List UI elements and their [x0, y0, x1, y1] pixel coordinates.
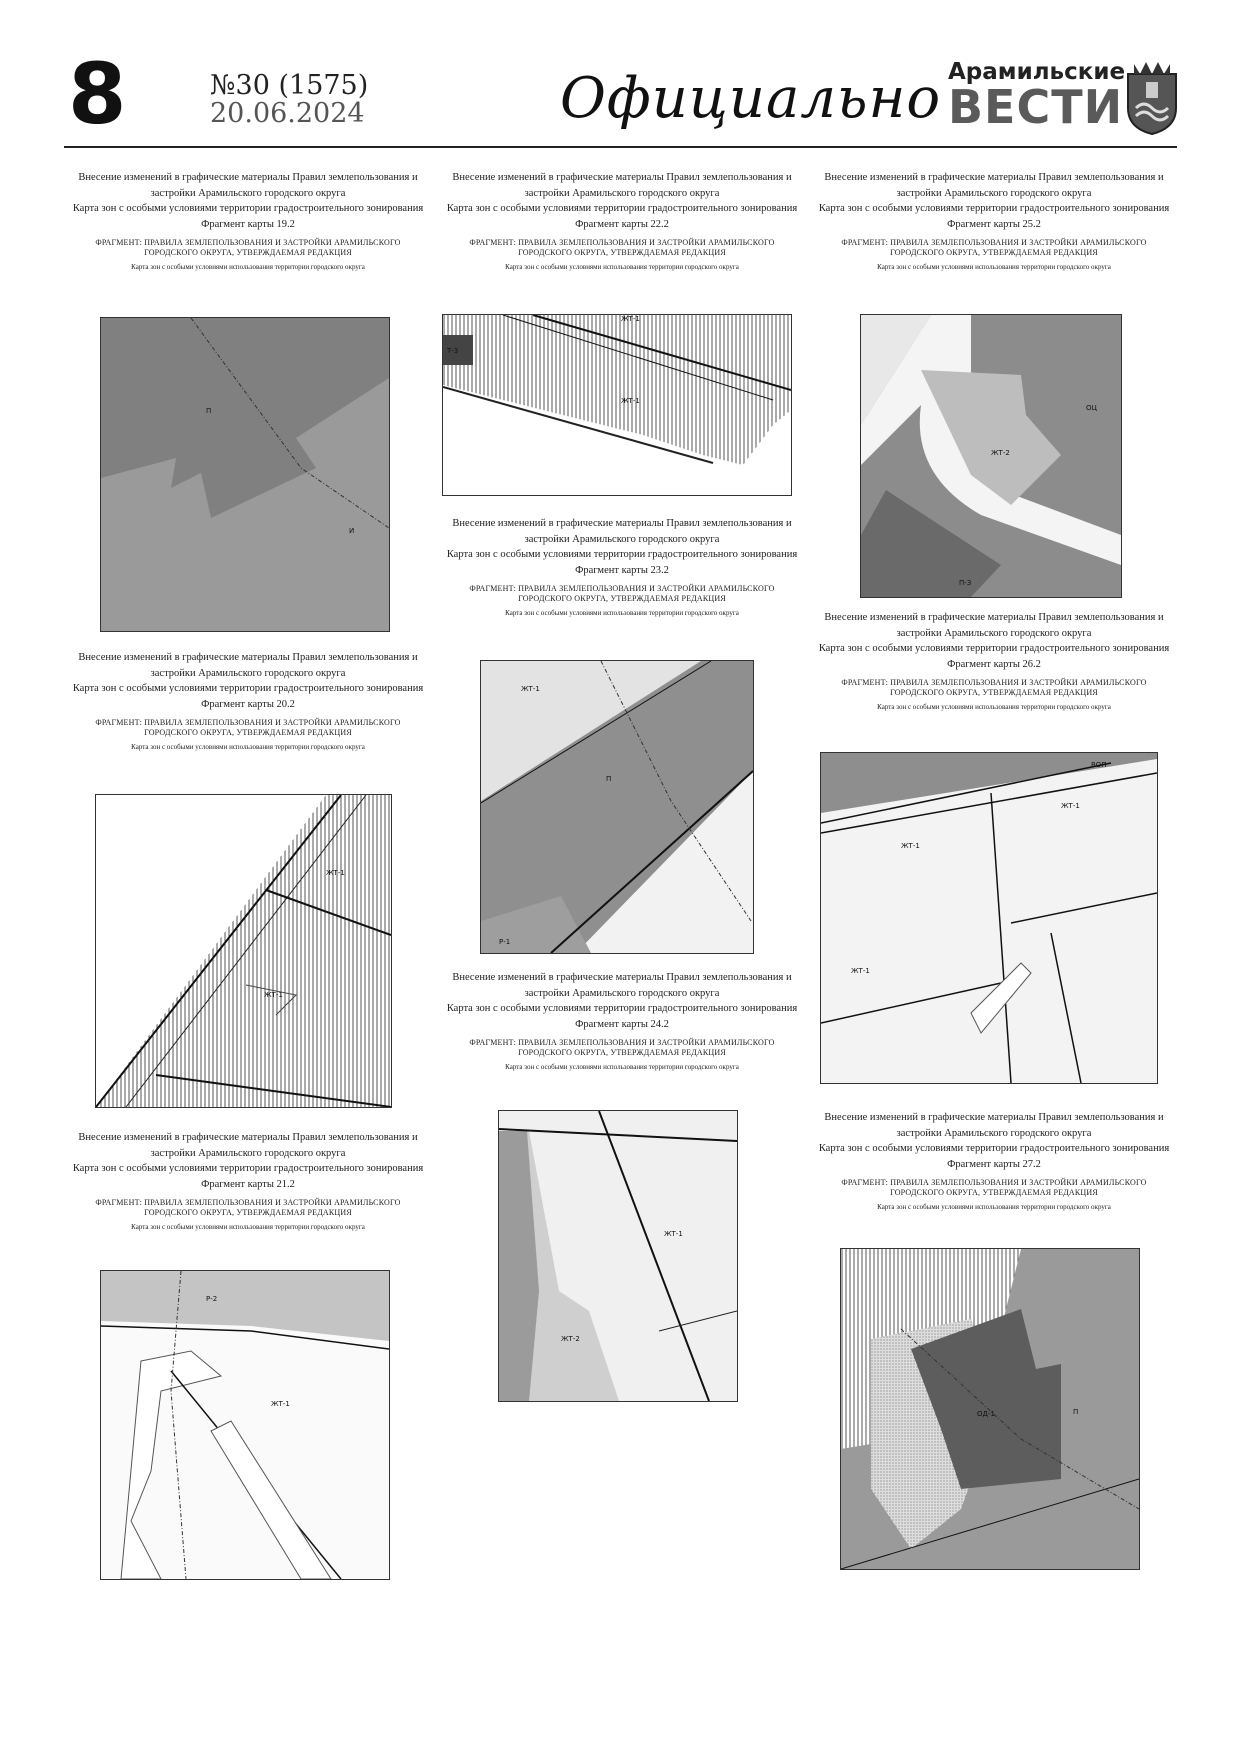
- section-title: Официально: [560, 66, 942, 131]
- issue-info: [210, 72, 368, 128]
- caption-19-2: Внесение изменений в графические материалы Правил землепользования и застройки Арамильского городского округа Карта зон с особыми условиями территории градостроительного зонирования Фрагмент карты 19.2 ФРАГМЕНТ: ПРАВИЛА ЗЕМЛЕПОЛЬЗОВАНИЯ И ЗАСТРОЙКИ АРАМИЛЬСКОГО ГОРОДСКОГО ОКРУГА, УТВЕРЖДАЕМАЯ РЕДАКЦИЯ Карта зон с особыми условиями использования территории городского округа: [72, 172, 424, 271]
- map-fragment-23-2: [480, 660, 754, 954]
- logo-top-text: Арамильские: [948, 59, 1126, 85]
- zone-label: Р-2: [206, 1295, 218, 1303]
- caption-25-2: Внесение изменений в графические материалы Правил землепользования и застройки Арамильского городского округа Карта зон с особыми условиями территории градостроительного зонирования Фрагмент карты 25.2 ФРАГМЕНТ: ПРАВИЛА ЗЕМЛЕПОЛЬЗОВАНИЯ И ЗАСТРОЙКИ АРАМИЛЬСКОГО ГОРОДСКОГО ОКРУГА, УТВЕРЖДАЕМАЯ РЕДАКЦИЯ Карта зон с особыми условиями использования территории городского округа: [818, 172, 1170, 271]
- header-rule: [64, 146, 1177, 148]
- logo-bottom-text: ВЕСТИ: [948, 80, 1124, 134]
- zone-label: П: [1073, 1408, 1079, 1416]
- map-fragment-25-2: [860, 314, 1122, 598]
- zone-label: ОД-1: [977, 1410, 995, 1418]
- zone-label: ЖТ-1: [664, 1230, 683, 1238]
- zone-label: ЖТ-1: [521, 685, 540, 693]
- zone-label: ВОП: [1091, 761, 1107, 769]
- caption-27-2: Внесение изменений в графические материалы Правил землепользования и застройки Арамильского городского округа Карта зон с особыми условиями территории градостроительного зонирования Фрагмент карты 27.2 ФРАГМЕНТ: ПРАВИЛА ЗЕМЛЕПОЛЬЗОВАНИЯ И ЗАСТРОЙКИ АРАМИЛЬСКОГО ГОРОДСКОГО ОКРУГА, УТВЕРЖДАЕМАЯ РЕДАКЦИЯ Карта зон с особыми условиями использования территории городского округа: [818, 1112, 1170, 1211]
- issue-date: 20.06.2024: [210, 98, 365, 129]
- zone-label: ЖТ-1: [271, 1400, 290, 1408]
- caption-21-2: Внесение изменений в графические материалы Правил землепользования и застройки Арамильского городского округа Карта зон с особыми условиями территории градостроительного зонирования Фрагмент карты 21.2 ФРАГМЕНТ: ПРАВИЛА ЗЕМЛЕПОЛЬЗОВАНИЯ И ЗАСТРОЙКИ АРАМИЛЬСКОГО ГОРОДСКОГО ОКРУГА, УТВЕРЖДАЕМАЯ РЕДАКЦИЯ Карта зон с особыми условиями использования территории городского округа: [72, 1132, 424, 1231]
- map-fragment-19-2: [100, 317, 390, 632]
- zone-label: ЖТ-1: [901, 842, 920, 850]
- svg-text:ЖТ-1: ЖТ-1: [621, 397, 640, 405]
- zone-label: Т-3: [447, 347, 459, 355]
- zone-label: ЖТ-2: [561, 1335, 580, 1343]
- zone-label: П: [206, 407, 212, 415]
- map-fragment-27-2: [840, 1248, 1140, 1570]
- zone-label: ЖТ-1: [326, 869, 345, 877]
- zone-label: ЖТ-2: [991, 449, 1010, 457]
- caption-22-2: Внесение изменений в графические материалы Правил землепользования и застройки Арамильского городского округа Карта зон с особыми условиями территории градостроительного зонирования Фрагмент карты 22.2 ФРАГМЕНТ: ПРАВИЛА ЗЕМЛЕПОЛЬЗОВАНИЯ И ЗАСТРОЙКИ АРАМИЛЬСКОГО ГОРОДСКОГО ОКРУГА, УТВЕРЖДАЕМАЯ РЕДАКЦИЯ Карта зон с особыми условиями использования территории городского округа: [446, 172, 798, 271]
- caption-24-2: Внесение изменений в графические материалы Правил землепользования и застройки Арамильского городского округа Карта зон с особыми условиями территории градостроительного зонирования Фрагмент карты 24.2 ФРАГМЕНТ: ПРАВИЛА ЗЕМЛЕПОЛЬЗОВАНИЯ И ЗАСТРОЙКИ АРАМИЛЬСКОГО ГОРОДСКОГО ОКРУГА, УТВЕРЖДАЕМАЯ РЕДАКЦИЯ Карта зон с особыми условиями использования территории городского округа: [446, 972, 798, 1071]
- map-fragment-22-2: [442, 314, 792, 496]
- newspaper-logo: [948, 59, 1126, 134]
- caption-26-2: Внесение изменений в графические материалы Правил землепользования и застройки Арамильского городского округа Карта зон с особыми условиями территории градостроительного зонирования Фрагмент карты 26.2 ФРАГМЕНТ: ПРАВИЛА ЗЕМЛЕПОЛЬЗОВАНИЯ И ЗАСТРОЙКИ АРАМИЛЬСКОГО ГОРОДСКОГО ОКРУГА, УТВЕРЖДАЕМАЯ РЕДАКЦИЯ Карта зон с особыми условиями использования территории городского округа: [818, 612, 1170, 711]
- zone-label: ОЦ: [1086, 404, 1097, 412]
- caption-23-2: Внесение изменений в графические материалы Правил землепользования и застройки Арамильского городского округа Карта зон с особыми условиями территории градостроительного зонирования Фрагмент карты 23.2 ФРАГМЕНТ: ПРАВИЛА ЗЕМЛЕПОЛЬЗОВАНИЯ И ЗАСТРОЙКИ АРАМИЛЬСКОГО ГОРОДСКОГО ОКРУГА, УТВЕРЖДАЕМАЯ РЕДАКЦИЯ Карта зон с особыми условиями использования территории городского округа: [446, 518, 798, 617]
- zone-label: И: [349, 527, 355, 535]
- map-fragment-26-2: [820, 752, 1158, 1084]
- zone-label: П: [606, 775, 612, 783]
- zone-label: Р-1: [499, 938, 511, 946]
- map-fragment-24-2: [498, 1110, 738, 1402]
- map-fragment-21-2: [100, 1270, 390, 1580]
- zone-label: ЖТ-1: [1061, 802, 1080, 810]
- map-fragment-20-2: [95, 794, 392, 1108]
- zone-label: ЖТ-1: [851, 967, 870, 975]
- issue-number: №30 (1575): [210, 70, 369, 101]
- zone-label: П-З: [959, 579, 972, 587]
- coat-of-arms-icon: [1124, 60, 1180, 136]
- zone-label: ЖТ-1: [264, 991, 283, 999]
- page-number: 8: [68, 45, 125, 143]
- caption-20-2: Внесение изменений в графические материалы Правил землепользования и застройки Арамильского городского округа Карта зон с особыми условиями территории градостроительного зонирования Фрагмент карты 20.2 ФРАГМЕНТ: ПРАВИЛА ЗЕМЛЕПОЛЬЗОВАНИЯ И ЗАСТРОЙКИ АРАМИЛЬСКОГО ГОРОДСКОГО ОКРУГА, УТВЕРЖДАЕМАЯ РЕДАКЦИЯ Карта зон с особыми условиями использования территории городского округа: [72, 652, 424, 751]
- zone-label: ЖТ-1: [621, 315, 640, 323]
